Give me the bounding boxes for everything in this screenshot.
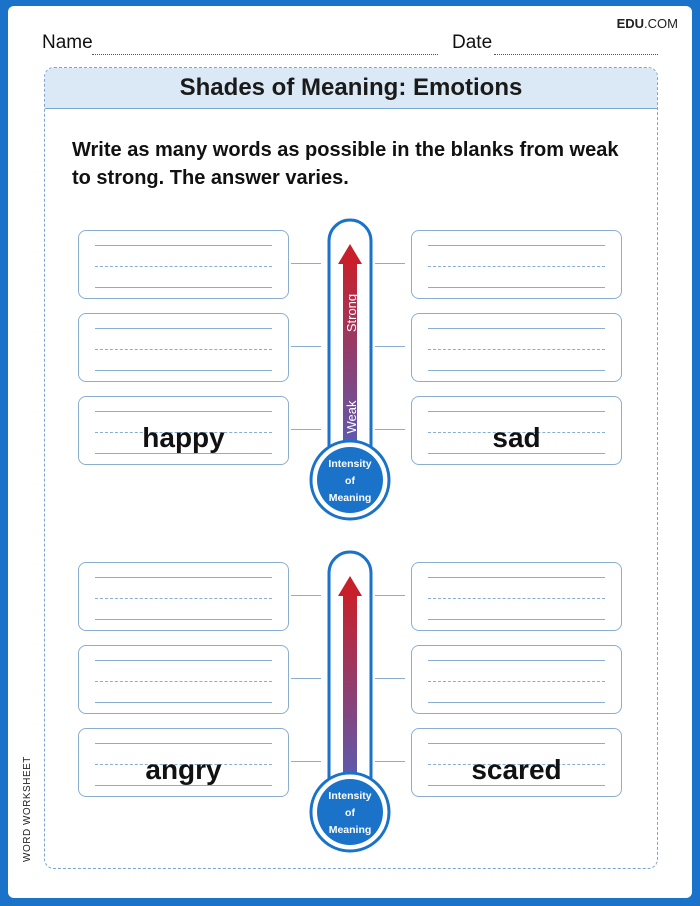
answer-box-g1-right-strong[interactable] xyxy=(411,230,622,299)
answer-box-g2-right-mid[interactable] xyxy=(411,645,622,714)
word-scared: scared xyxy=(471,754,562,785)
bulb-label-of: of xyxy=(345,807,355,819)
strong-label: Strong xyxy=(344,293,359,333)
date-line[interactable] xyxy=(494,54,658,55)
answer-box-g2-right-weak[interactable] xyxy=(411,728,622,797)
brand-logo: EDU.COM xyxy=(616,16,678,31)
answer-box-g1-left-weak[interactable] xyxy=(78,396,289,465)
bulb-label-intensity: Intensity xyxy=(328,790,372,802)
word-sad: sad xyxy=(492,422,541,453)
answer-box-g2-right-strong[interactable] xyxy=(411,562,622,631)
weak-label: Weak xyxy=(344,400,359,434)
word-angry: angry xyxy=(145,754,222,785)
bulb-label-meaning: Meaning xyxy=(328,824,372,836)
word-happy: happy xyxy=(142,422,225,453)
instructions-text: Write as many words as possible in the blanks from weak to strong. The answer varies. xyxy=(72,139,619,189)
answer-box-g2-left-strong[interactable] xyxy=(78,562,289,631)
answer-box-g2-left-mid[interactable] xyxy=(78,645,289,714)
bulb-label-meaning: Meaning xyxy=(328,492,372,504)
name-line[interactable] xyxy=(92,54,438,55)
answer-box-g2-left-weak[interactable] xyxy=(78,728,289,797)
answer-box-g1-right-weak[interactable] xyxy=(411,396,622,465)
answer-box-g1-right-mid[interactable] xyxy=(411,313,622,382)
bulb-label-intensity: Intensity xyxy=(328,458,372,470)
date-label: Date xyxy=(452,32,493,53)
name-label: Name xyxy=(42,32,93,53)
side-label: WORD WORKSHEET xyxy=(22,756,33,862)
answer-box-g1-left-strong[interactable] xyxy=(78,230,289,299)
answer-box-g1-left-mid[interactable] xyxy=(78,313,289,382)
thermometer-intensity xyxy=(304,218,396,524)
title-bar xyxy=(45,68,657,109)
worksheet-title: Shades of Meaning: Emotions xyxy=(179,74,523,101)
bulb-label-of: of xyxy=(345,475,355,487)
worksheet-page xyxy=(8,6,692,898)
thermometer-intensity-2 xyxy=(304,550,396,856)
